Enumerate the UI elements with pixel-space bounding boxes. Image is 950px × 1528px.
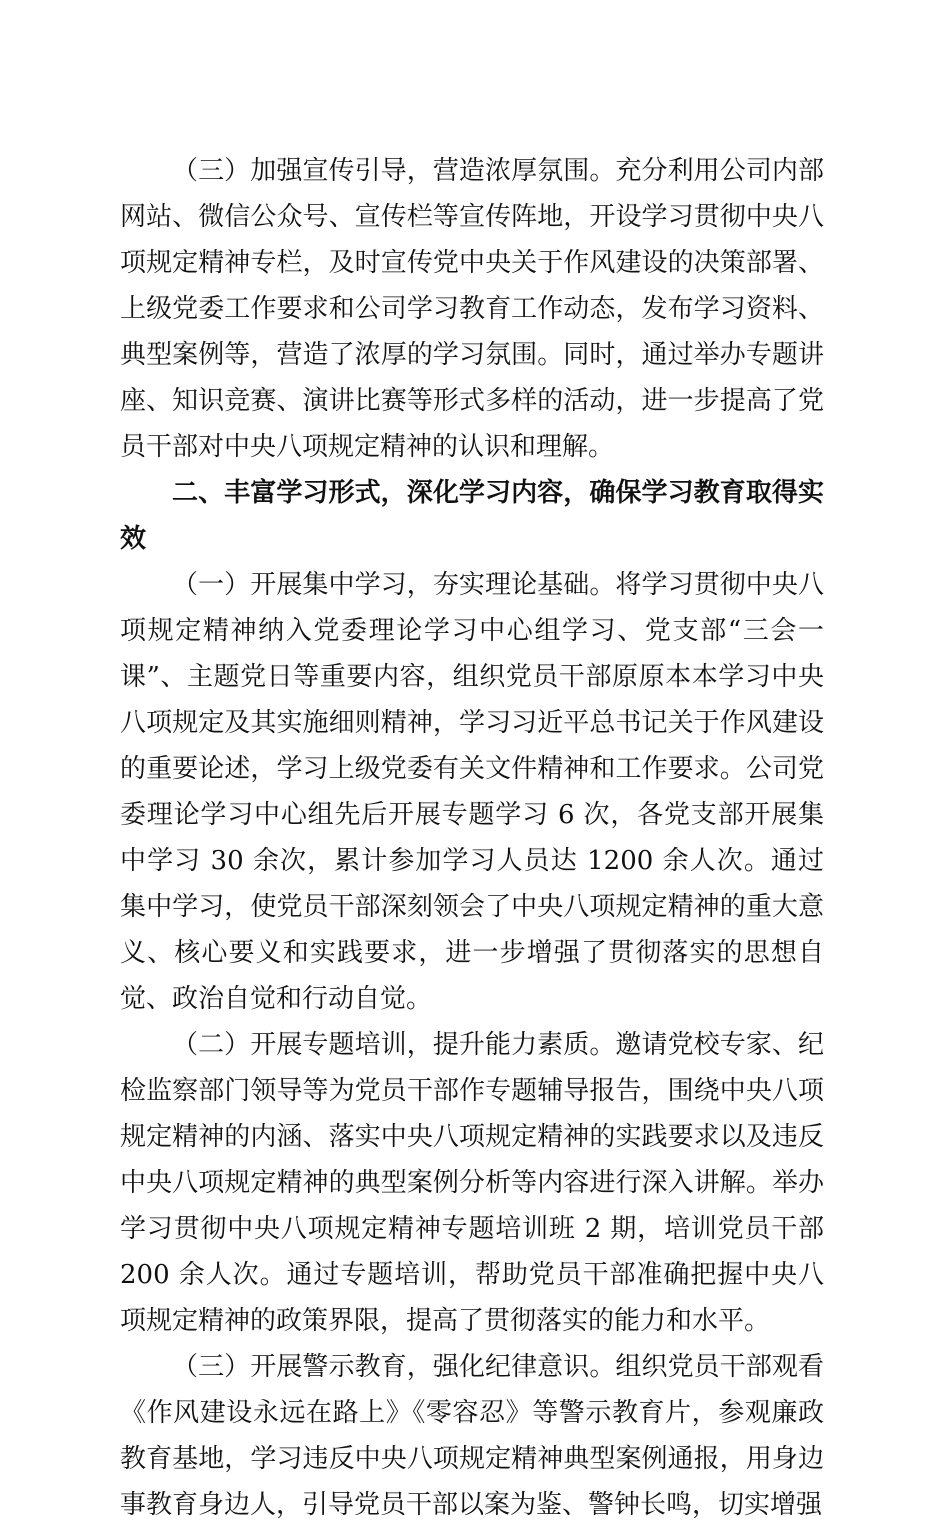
paragraph-lead: （三）加强宣传引导，营造浓厚氛围。 <box>172 156 616 186</box>
paragraph-text: 将学习贯彻中央八项规定精神纳入党委理论学习中心组学习、党支部“三会一课”、主题党日等重要内容，组织党员干部原原本本学习中央八项规定及其实施细则精神，学习习近平总书记关于作风建设的重要论述，学习上级党委有关文件精神和工作要求。公司党委理论学习中心组先后开展专题学习 6 次，各党支部开展集中学习 30 余次，累计参加学习人员达 1200 余人次。通过集中学习，使党员干部深刻领会了中央八项规定精神的重大意义、核心要义和实践要求，进一步增强了贯彻落实的思想自觉、政治自觉和行动自觉。 <box>120 570 824 1014</box>
paragraph-text: 邀请党校专家、纪检监察部门领导等为党员干部作专题辅导报告，围绕中央八项规定精神的内涵、落实中央八项规定精神的实践要求以及违反中央八项规定精神的典型案例分析等内容进行深入讲解。举办学习贯彻中央八项规定精神专题培训班 2 期，培训党员干部 200 余人次。通过专题培训，帮助党员干部准确把握中央八项规定精神的政策界限，提高了贯彻落实的能力和水平。 <box>120 1030 824 1336</box>
paragraph-lead: （二）开展专题培训，提升能力素质。 <box>172 1030 616 1060</box>
paragraph-text: 组织党员干部观看《作风建设永远在路上》《零容忍》等警示教育片，参观廉政教育基地，学习违反中央八项规定精神典型案例通报，用身边事教育身边人，引导党员干部以案为鉴、警钟长鸣，切实增强 <box>120 1352 824 1520</box>
section-heading: 二、丰富学习形式，深化学习内容，确保学习教育取得实效 <box>120 478 824 554</box>
paragraph-centralized-study <box>120 562 824 1022</box>
paragraph-warning-education <box>120 1344 824 1528</box>
paragraph-lead: （三）开展警示教育，强化纪律意识。 <box>172 1352 616 1382</box>
paragraph-publicity <box>120 148 824 470</box>
paragraph-special-training <box>120 1022 824 1344</box>
document-body <box>120 148 824 1528</box>
paragraph-lead: （一）开展集中学习，夯实理论基础。 <box>172 570 616 600</box>
paragraph-text: 充分利用公司内部网站、微信公众号、宣传栏等宣传阵地，开设学习贯彻中央八项规定精神专栏，及时宣传党中央关于作风建设的决策部署、上级党委工作要求和公司学习教育工作动态，发布学习资料、典型案例等，营造了浓厚的学习氛围。同时，通过举办专题讲座、知识竞赛、演讲比赛等形式多样的活动，进一步提高了党员干部对中央八项规定精神的认识和理解。 <box>120 156 824 462</box>
